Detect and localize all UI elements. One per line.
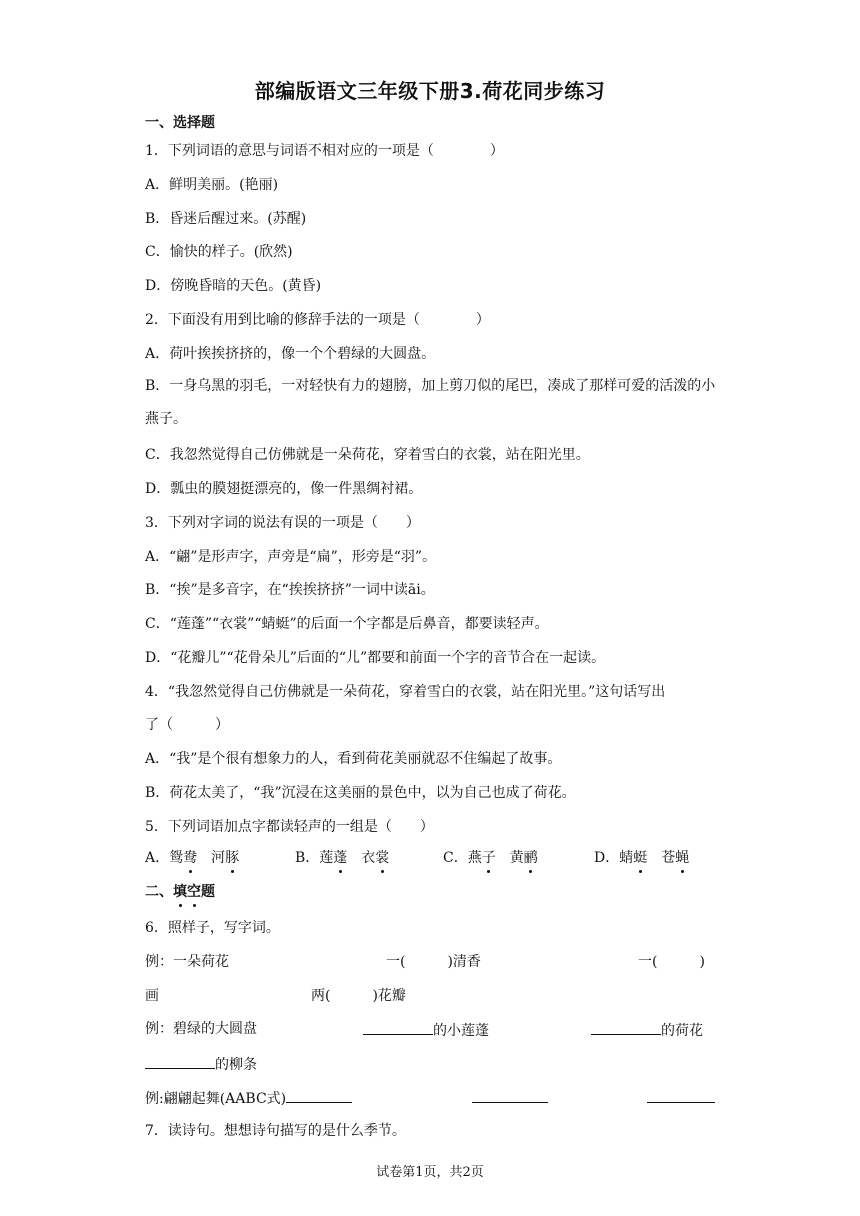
q5-c-word1-dotted-char: 子 (481, 850, 496, 866)
q5-a-word2-dotted-char: 豚 (225, 850, 240, 866)
q1-option-c: C．愉快的样子。(欣然) (145, 244, 293, 260)
q2-option-c: C．我忽然觉得自己仿佛就是一朵荷花，穿着雪白的衣裳，站在阳光里。 (145, 447, 590, 463)
q5-a-word2-char1: 河 (211, 850, 226, 866)
q5-option-c (443, 849, 538, 867)
page-footer: 试卷第1页，共2页 (376, 1165, 484, 1180)
q6-row5 (145, 1088, 352, 1108)
q5-b-word2-char1: 衣 (361, 850, 376, 866)
q6-row5-item2 (472, 1088, 548, 1108)
q1-option-b: B．昏迷后醒过来。(苏醒) (145, 211, 307, 227)
q6-row4-suffix: 的柳条 (215, 1057, 257, 1073)
q6-row3-blank1[interactable] (363, 1020, 433, 1035)
q5-b-word2-dotted-char: 裳 (375, 850, 390, 866)
q5-d-word1-dotted-char: 蜓 (633, 850, 648, 866)
q6-row5-blank3[interactable] (647, 1088, 715, 1103)
q5-c-word1-char1: 燕 (467, 850, 482, 866)
q6-stem: 6．照样子，写字词。 (145, 920, 280, 936)
q6-row3-suffix1: 的小莲蓬 (433, 1023, 489, 1039)
q5-b-word1-char1: 莲 (319, 850, 334, 866)
q5-a-word1-dotted-char: 鸯 (183, 850, 198, 866)
section-heading-fill (145, 883, 215, 901)
q1-option-d: D．傍晚昏暗的天色。(黄昏) (145, 278, 322, 294)
section-fill-dotted-2: 空 (187, 884, 201, 900)
q5-c-word2-dotted-char: 鹂 (523, 850, 538, 866)
q5-options-row (145, 849, 720, 867)
q3-option-d: D．“花瓣儿”“花骨朵儿”后面的“儿”都要和前面一个字的音节合在一起读。 (145, 650, 606, 666)
q1-option-a: A．鲜明美丽。(艳丽) (145, 177, 279, 193)
q6-row5-blank2[interactable] (472, 1088, 548, 1103)
q5-option-a (145, 849, 239, 867)
q6-row2-blank: 两( )花瓣 (311, 988, 406, 1004)
q5-option-d (594, 849, 689, 867)
q5-option-b-label: B． (295, 850, 320, 866)
section-fill-dotted-1: 填 (173, 884, 187, 900)
q3-option-c: C．“莲蓬”“衣裳”“蜻蜓”的后面一个字都是后鼻音，都要读轻声。 (145, 616, 549, 632)
q6-row5-blank1[interactable] (286, 1088, 352, 1103)
q6-row2-continued: 画 (145, 988, 159, 1004)
q3-stem: 3．下列对字词的说法有误的一项是（ ） (145, 515, 420, 531)
q4-stem-line1: 4．“我忽然觉得自己仿佛就是一朵荷花，穿着雪白的衣裳，站在阳光里。”这句话写出 (145, 684, 666, 700)
q4-option-b: B．荷花太美了，“我”沉浸在这美丽的景色中，以为自己也成了荷花。 (145, 785, 576, 801)
q5-option-c-label: C． (443, 850, 468, 866)
q4-option-a: A．“我”是个很有想象力的人，看到荷花美丽就忍不住编起了故事。 (145, 751, 562, 767)
q2-stem: 2．下面没有用到比喻的修辞手法的一项是（ ） (145, 312, 490, 328)
q5-d-word2-dotted-char: 蝇 (675, 850, 690, 866)
q6-row4-item (145, 1054, 257, 1074)
q3-option-a: A．“翩”是形声字，声旁是“扁”，形旁是“羽”。 (145, 549, 437, 565)
q1-stem: 1．下列词语的意思与词语不相对应的一项是（ ） (145, 143, 504, 159)
q4-stem-line2: 了（ ） (145, 717, 229, 733)
q5-option-d-label: D． (594, 850, 620, 866)
q7-stem: 7．读诗句。想想诗句描写的是什么季节。 (145, 1123, 406, 1139)
q2-option-b: B．一身乌黑的羽毛，一对轻快有力的翅膀，加上剪刀似的尾巴，凑成了那样可爱的活泼的小燕子。 (145, 378, 716, 427)
q6-row3-blank2[interactable] (591, 1020, 661, 1035)
q5-option-b (295, 849, 389, 867)
section-fill-prefix: 二、 (145, 884, 173, 900)
q5-b-word1-dotted-char: 蓬 (333, 850, 348, 866)
q6-row1-example: 例：一朵荷花 (145, 954, 229, 970)
q5-a-word1-char1: 鸳 (169, 850, 184, 866)
section-fill-suffix: 题 (201, 884, 215, 900)
q6-row1-blank1: 一( )清香 (386, 954, 481, 970)
q5-option-a-label: A． (145, 850, 170, 866)
q3-option-b: B．“挨”是多音字，在“挨挨挤挤”一词中读āi。 (145, 582, 435, 598)
q6-row1-blank2: 一( ) (638, 954, 705, 970)
q6-row3-item1 (363, 1020, 489, 1040)
q6-row4-blank[interactable] (145, 1054, 215, 1069)
q5-d-word1-char1: 蜻 (619, 850, 634, 866)
q5-stem: 5．下列词语加点字都读轻声的一组是（ ） (145, 819, 434, 835)
section-heading-choice: 一、选择题 (145, 115, 215, 131)
q5-d-word2-char1: 苍 (661, 850, 676, 866)
q6-row3-suffix2: 的荷花 (661, 1023, 703, 1039)
q6-row5-example: 例:翩翩起舞(AABC式) (145, 1091, 287, 1107)
q5-c-word2-char1: 黄 (509, 850, 524, 866)
q6-row5-item3 (647, 1088, 715, 1108)
q2-option-d: D．瓢虫的膜翅挺漂亮的，像一件黑绸衬裙。 (145, 481, 423, 497)
q6-row3-item2 (591, 1020, 703, 1040)
q6-row3-example: 例：碧绿的大圆盘 (145, 1021, 257, 1037)
page-title: 部编版语文三年级下册3.荷花同步练习 (254, 79, 606, 103)
q2-option-a: A．荷叶挨挨挤挤的，像一个个碧绿的大圆盘。 (145, 346, 436, 362)
